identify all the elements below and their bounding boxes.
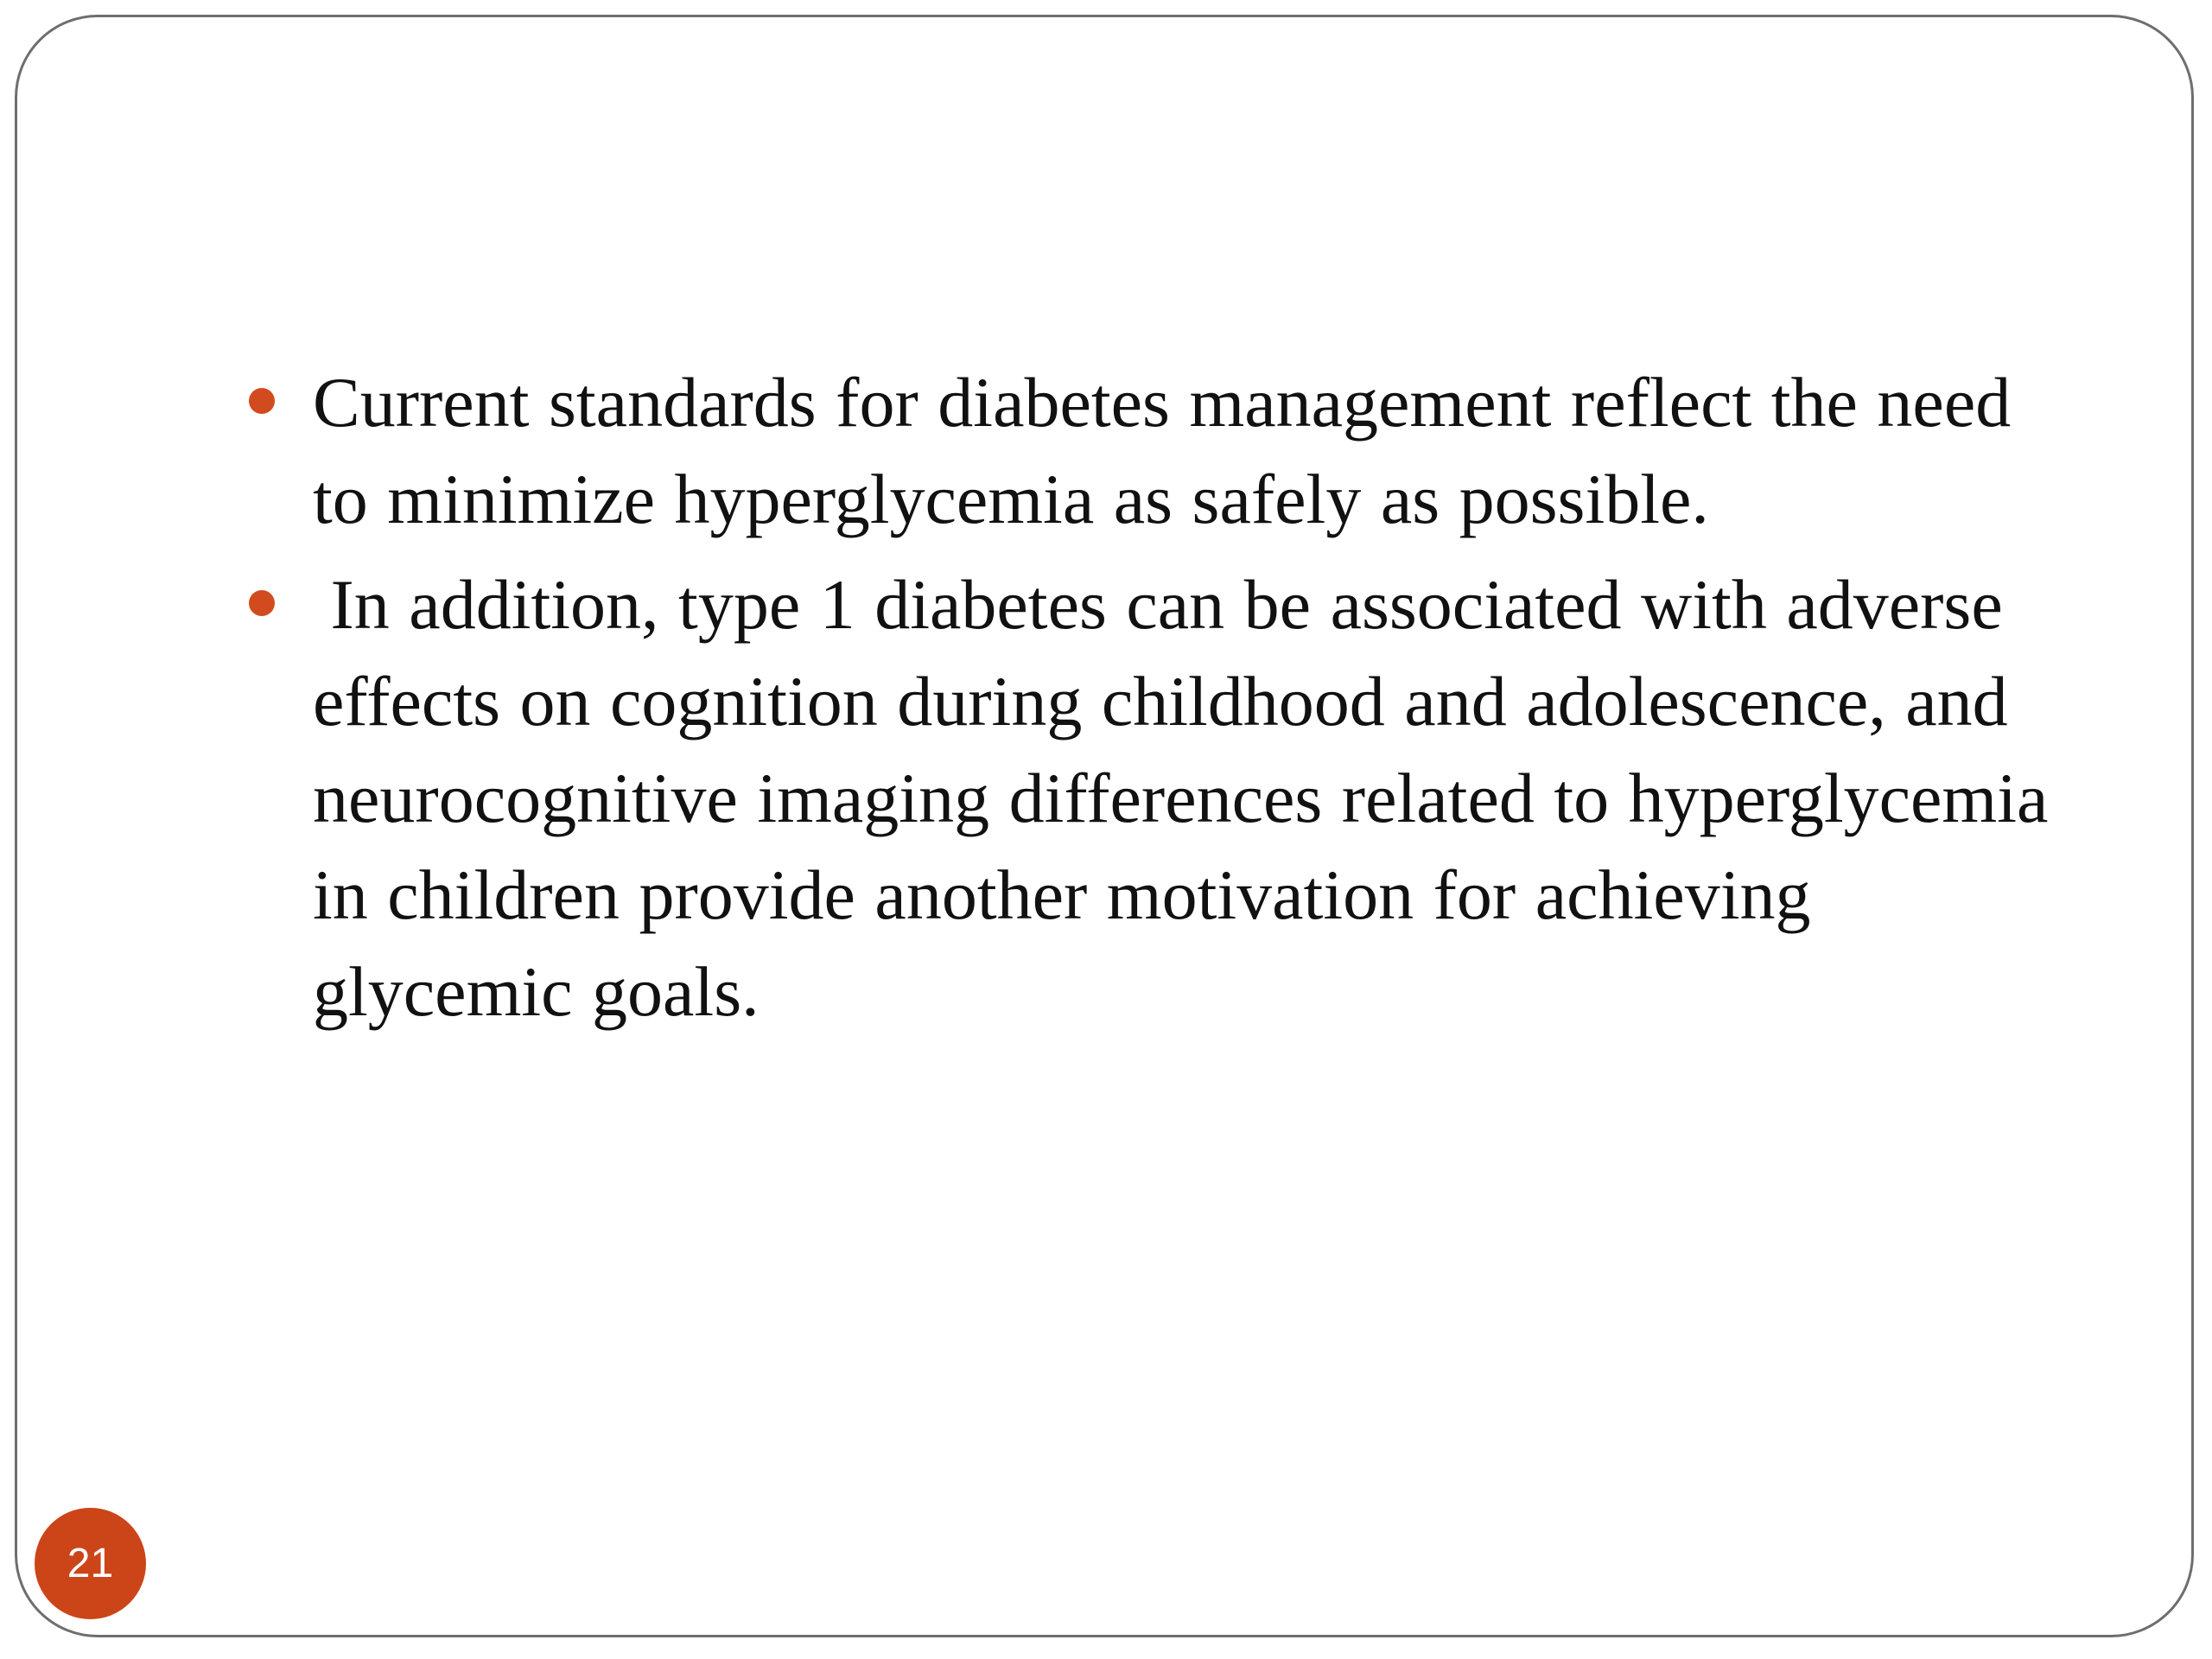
bullet-dot-icon bbox=[249, 590, 275, 616]
page-number: 21 bbox=[67, 1541, 114, 1586]
bullet-text-1: Current standards for diabetes management reflect the need to minimize hyperglycemia as safely as possible. bbox=[313, 363, 2012, 538]
bullet-list bbox=[233, 354, 2074, 1049]
bullet-text-2: In addition, type 1 diabetes can be associated with adverse effects on cognition during childhood and adolescence, and neurocognitive imaging differences related to hyperglycemia in children provide another motivation for achieving glycemic goals. bbox=[313, 565, 2068, 1031]
bullet-item-1 bbox=[233, 354, 2074, 548]
bullet-item-2 bbox=[233, 556, 2074, 1040]
bullet-dot-icon bbox=[249, 388, 275, 414]
page-number-badge bbox=[35, 1508, 146, 1619]
